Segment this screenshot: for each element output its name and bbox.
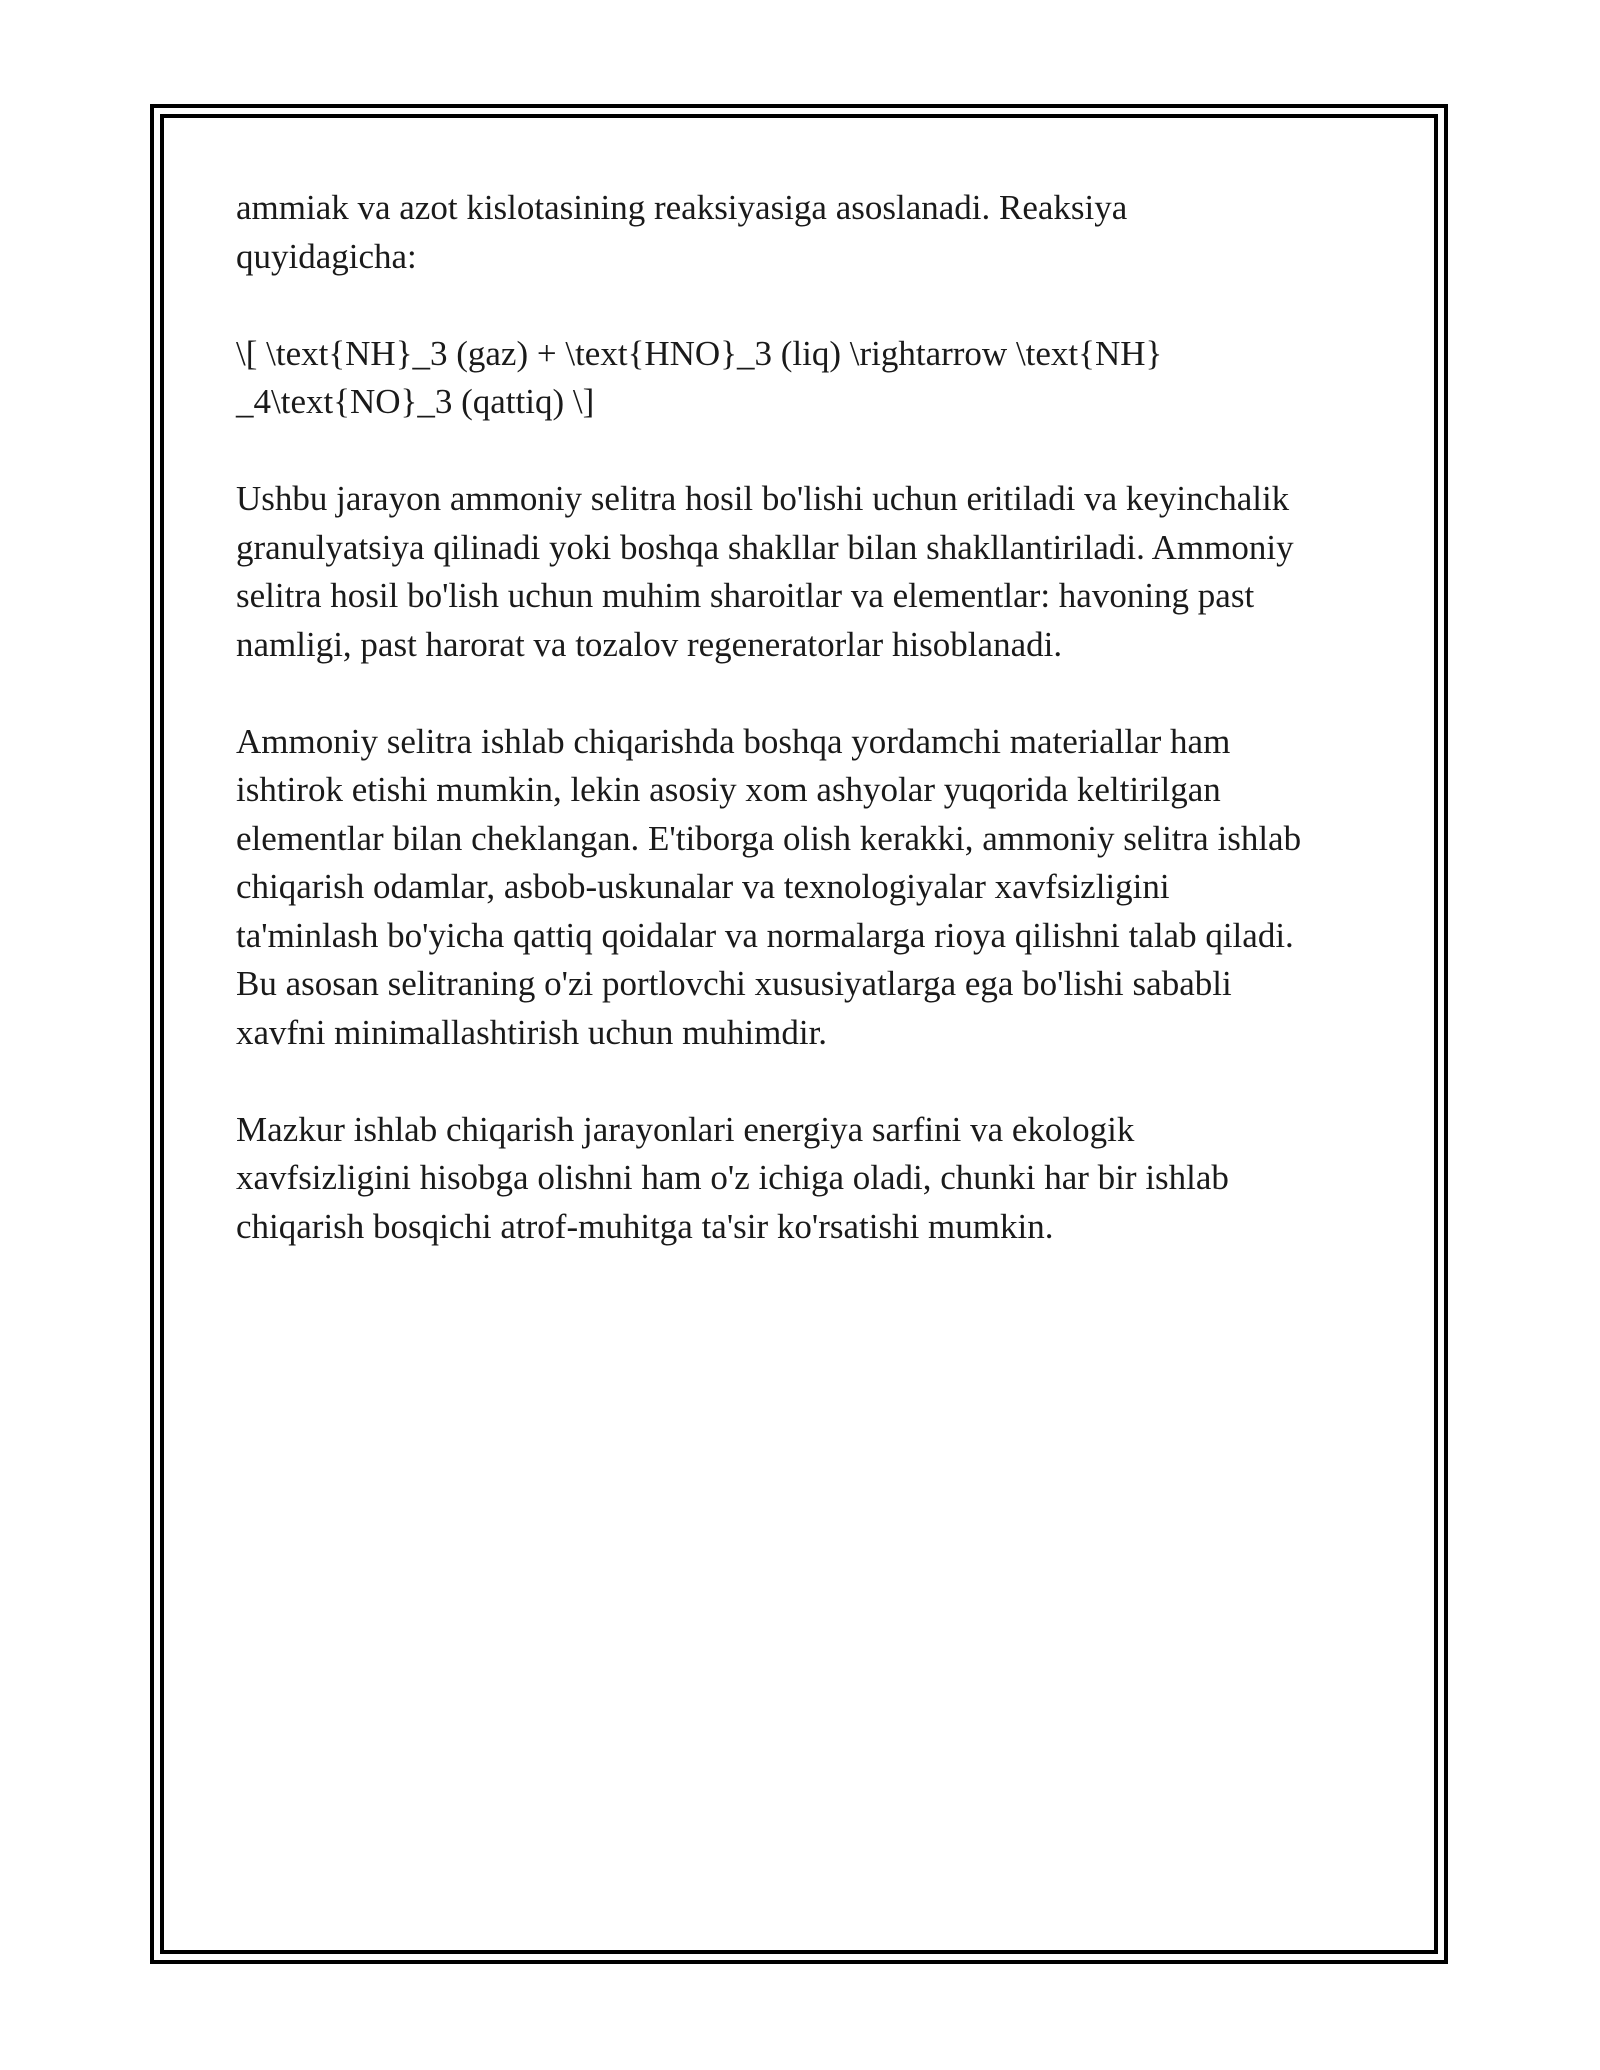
text-line: elementlar bilan cheklangan. E'tiborga olish kerakki, ammoniy selitra ishlab (236, 818, 1302, 858)
text-line: namligi, past harorat va tozalov regeneratorlar hisoblanadi. (236, 624, 1063, 664)
text-line: Ammoniy selitra ishlab chiqarishda boshqa yordamchi materiallar ham (236, 721, 1231, 761)
paragraph-reaction-intro (236, 184, 1366, 281)
text-line: selitra hosil bo'lish uchun muhim sharoitlar va elementlar: havoning past (236, 576, 1255, 615)
text-line: ishtirok etishi mumkin, lekin asosiy xom ashyolar yuqorida keltirilgan (236, 770, 1221, 809)
text-line: xavfni minimallashtirish uchun muhimdir. (236, 1012, 828, 1052)
text-line: ta'minlash bo'yicha qattiq qoidalar va normalarga rioya qilishni talab qiladi. (236, 915, 1294, 955)
document-body (236, 184, 1366, 1300)
text-line: Mazkur ishlab chiqarish jarayonlari energiya sarfini va ekologik (236, 1109, 1135, 1149)
equation-line: _4\text{NO}_3 (qattiq) \] (236, 382, 595, 421)
paragraph-process (236, 475, 1366, 669)
text-line: Bu asosan selitraning o'zi portlovchi xususiyatlarga ega bo'lishi sababli (236, 964, 1232, 1003)
text-line: chiqarish odamlar, asbob-uskunalar va texnologiyalar xavfsizligini (236, 867, 1170, 906)
text-line: xavfsizligini hisobga olishni ham o'z ichiga oladi, chunki har bir ishlab (236, 1158, 1229, 1197)
text-line: granulyatsiya qilinadi yoki boshqa shakllar bilan shakllantiriladi. Ammoniy (236, 527, 1294, 567)
text-line: ammiak va azot kislotasining reaksiyasiga asoslanadi. Reaksiya (236, 188, 1128, 227)
text-line: Ushbu jarayon ammoniy selitra hosil bo'lishi uchun eritiladi va keyinchalik (236, 479, 1290, 518)
paragraph-safety (236, 718, 1366, 1058)
paragraph-reaction-equation (236, 330, 1366, 427)
text-line: chiqarish bosqichi atrof-muhitga ta'sir ko'rsatishi mumkin. (236, 1206, 1054, 1246)
equation-line: \[ \text{NH}_3 (gaz) + \text{HNO}_3 (liq) \rightarrow \text{NH} (236, 333, 1163, 373)
text-line: quyidagicha: (236, 236, 417, 276)
paragraph-ecology (236, 1106, 1366, 1252)
